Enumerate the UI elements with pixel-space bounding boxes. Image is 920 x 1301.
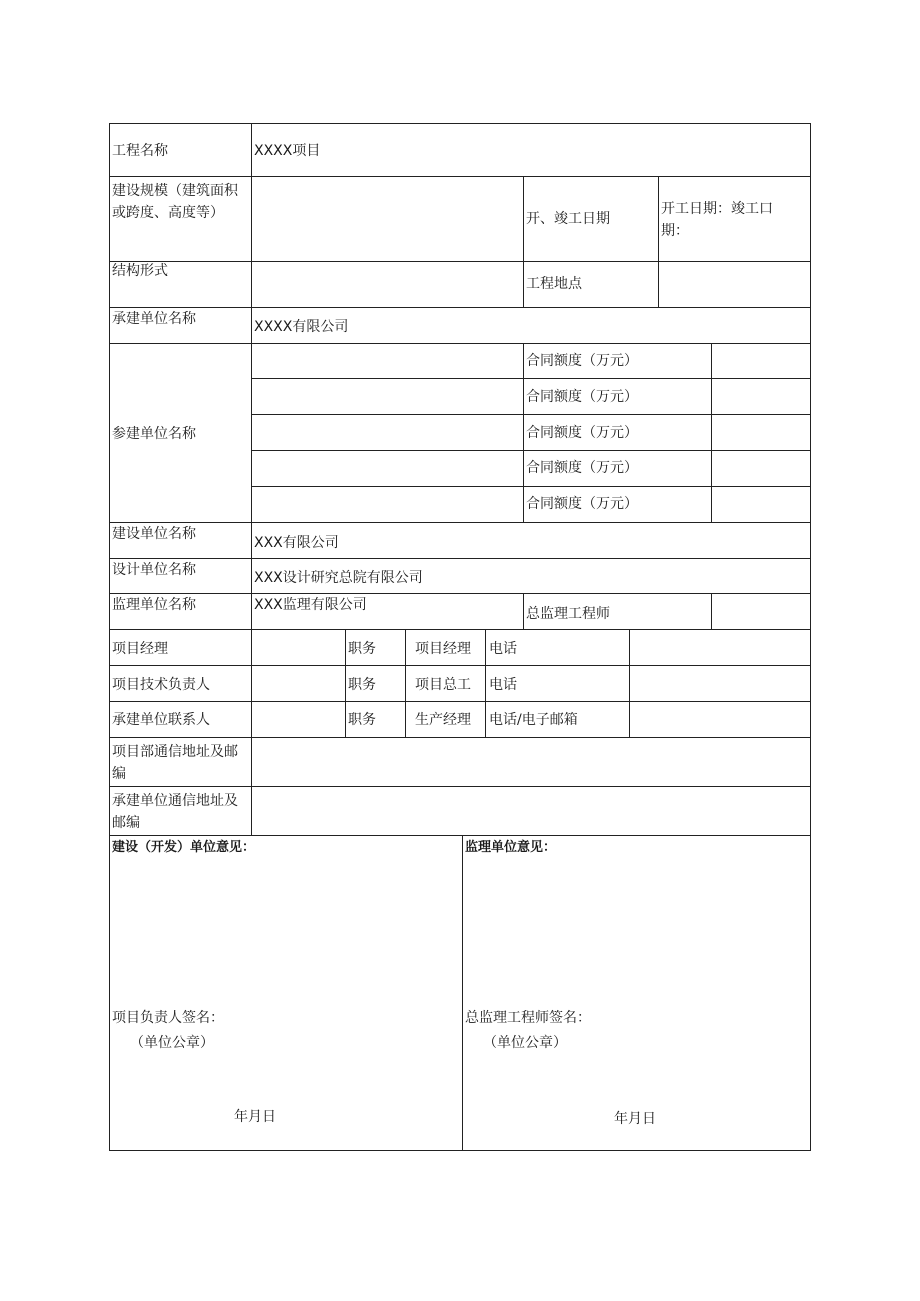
contract-amount-label: 合同额度（万元） <box>526 353 638 369</box>
owner-date-label: 年月日 <box>234 1109 276 1125</box>
design-unit-value: XXX设计研究总院有限公司 <box>254 570 423 586</box>
project-name-value: XXXX项目 <box>254 143 321 159</box>
supervision-seal-label: （单位公章） <box>483 1035 567 1051</box>
duty-value: 生产经理 <box>415 712 471 728</box>
start-end-date-label: 开、竣工日期 <box>526 211 610 227</box>
supervision-unit-value: XXX监理有限公司 <box>254 597 367 613</box>
person-role-label: 项目技术负责人 <box>112 677 210 693</box>
contractor-name-value: XXXX有限公司 <box>254 319 349 335</box>
supervision-date-label: 年月日 <box>614 1111 656 1127</box>
contractor-address-label: 承建单位通信地址及邮编 <box>112 793 238 831</box>
construction-scale-label: 建设规模（建筑面积或跨度、高度等） <box>112 183 238 221</box>
participant-units-label: 参建单位名称 <box>112 426 196 442</box>
phone-label: 电话 <box>489 641 517 657</box>
supervision-opinion-title: 监理单位意见： <box>465 840 557 855</box>
design-unit-label: 设计单位名称 <box>112 562 196 578</box>
owner-unit-value: XXX有限公司 <box>254 535 339 551</box>
duty-label: 职务 <box>348 677 376 693</box>
contract-amount-label: 合同额度（万元） <box>526 389 638 405</box>
contract-amount-label: 合同额度（万元） <box>526 460 638 476</box>
phone-email-label: 电话/电子邮箱 <box>489 712 578 728</box>
chief-supervisor-label: 总监理工程师 <box>526 606 610 622</box>
person-role-label: 项目经理 <box>112 641 168 657</box>
owner-unit-label: 建设单位名称 <box>112 526 196 542</box>
chief-supervisor-signature-label: 总监理工程师签名： <box>465 1010 591 1026</box>
project-name-label: 工程名称 <box>112 143 168 159</box>
owner-signature-label: 项目负责人签名： <box>112 1010 224 1026</box>
duty-value: 项目总工 <box>415 677 471 693</box>
owner-opinion-title: 建设（开发）单位意见： <box>112 840 256 855</box>
duty-label: 职务 <box>348 712 376 728</box>
duty-label: 职务 <box>348 641 376 657</box>
contract-amount-label: 合同额度（万元） <box>526 425 638 441</box>
person-role-label: 承建单位联系人 <box>112 712 210 728</box>
project-dept-address-label: 项目部通信地址及邮编 <box>112 744 238 782</box>
project-location-label: 工程地点 <box>526 276 582 292</box>
phone-label: 电话 <box>489 677 517 693</box>
structure-type-label: 结构形式 <box>112 263 168 279</box>
contractor-name-label: 承建单位名称 <box>112 311 196 327</box>
duty-value: 项目经理 <box>415 641 471 657</box>
contract-amount-label: 合同额度（万元） <box>526 496 638 512</box>
supervision-unit-label: 监理单位名称 <box>112 597 196 613</box>
owner-seal-label: （单位公章） <box>130 1035 214 1051</box>
start-end-date-value: 开工日期：竣工口期： <box>661 201 773 239</box>
